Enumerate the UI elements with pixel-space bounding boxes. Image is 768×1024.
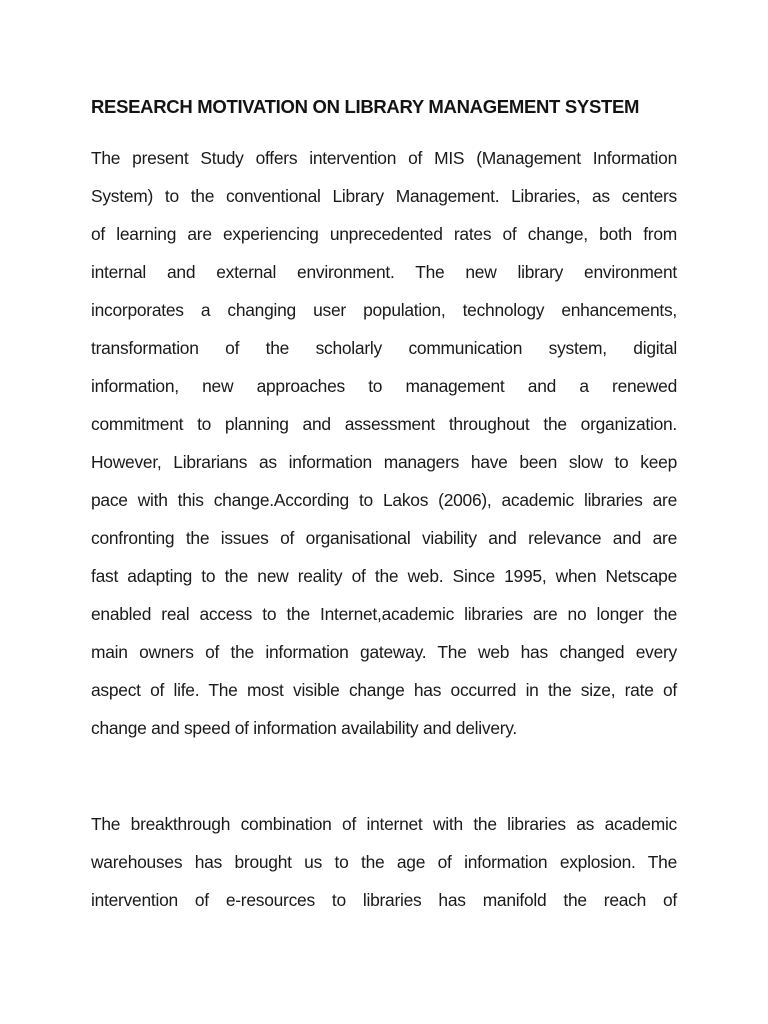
- paragraph-line: enabled real access to the Internet,academic libraries are no longer the: [91, 604, 677, 624]
- paragraph-line: of learning are experiencing unprecedented rates of change, both from: [91, 224, 677, 244]
- paragraph-line: aspect of life. The most visible change has occurred in the size, rate of: [91, 680, 677, 700]
- paragraph-line: information, new approaches to management and a renewed: [91, 376, 677, 396]
- paragraph-line: incorporates a changing user population, technology enhancements,: [91, 300, 677, 320]
- paragraph-line: warehouses has brought us to the age of information explosion. The: [91, 852, 677, 872]
- paragraph-2: [91, 805, 677, 919]
- paragraph-line: fast adapting to the new reality of the web. Since 1995, when Netscape: [91, 566, 677, 586]
- paragraph-line: internal and external environment. The new library environment: [91, 262, 677, 282]
- paragraph-line: However, Librarians as information managers have been slow to keep: [91, 452, 677, 472]
- document-title: RESEARCH MOTIVATION ON LIBRARY MANAGEMENT SYSTEM: [91, 96, 640, 117]
- paragraph-line: The breakthrough combination of internet with the libraries as academic: [91, 814, 677, 834]
- paragraph-line: pace with this change.According to Lakos (2006), academic libraries are: [91, 490, 677, 510]
- paragraph-1: [91, 139, 677, 747]
- paragraph-line: The present Study offers intervention of MIS (Management Information: [91, 148, 677, 168]
- paragraph-line: System) to the conventional Library Management. Libraries, as centers: [91, 186, 677, 206]
- paragraph-line: main owners of the information gateway. The web has changed every: [91, 642, 677, 662]
- paragraph-line: confronting the issues of organisational viability and relevance and are: [91, 528, 677, 548]
- paragraph-line: transformation of the scholarly communication system, digital: [91, 338, 677, 358]
- paragraph-line: commitment to planning and assessment throughout the organization.: [91, 414, 677, 434]
- paragraph-line: intervention of e-resources to libraries has manifold the reach of: [91, 890, 677, 910]
- paragraph-line: change and speed of information availability and delivery.: [91, 718, 518, 738]
